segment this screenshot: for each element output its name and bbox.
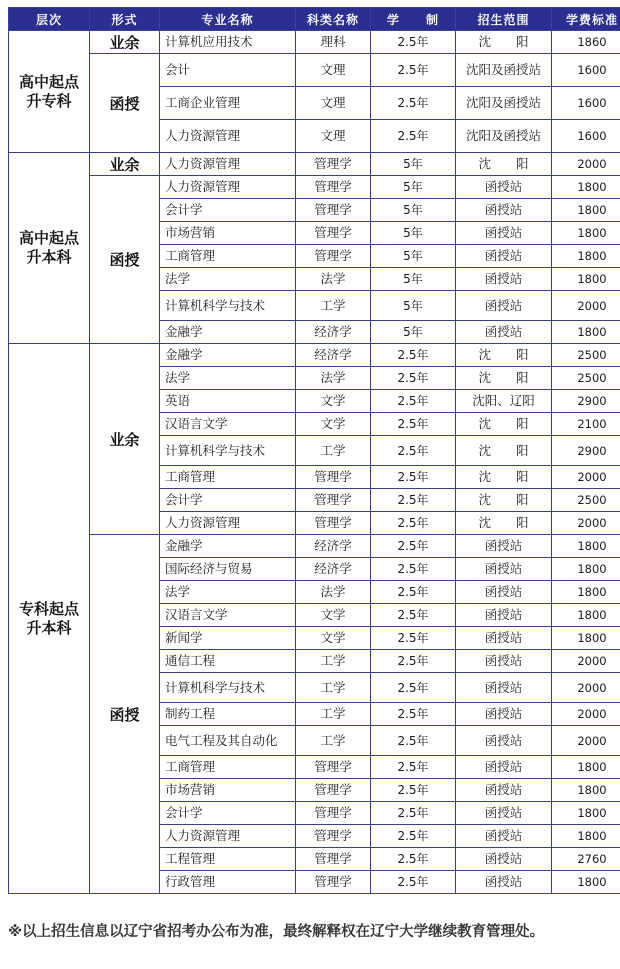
duration-cell: 5年 <box>371 222 456 245</box>
major-cell: 新闻学 <box>160 627 296 650</box>
scope-cell: 沈 阳 <box>456 153 552 176</box>
scope-cell: 函授站 <box>456 802 552 825</box>
major-cell: 工商企业管理 <box>160 87 296 120</box>
duration-cell: 2.5年 <box>371 802 456 825</box>
duration-cell: 2.5年 <box>371 344 456 367</box>
category-cell: 文理 <box>296 120 371 153</box>
major-cell: 金融学 <box>160 535 296 558</box>
category-cell: 管理学 <box>296 153 371 176</box>
fee-cell: 2900 <box>552 390 620 413</box>
fee-cell: 2000 <box>552 466 620 489</box>
scope-cell: 沈 阳 <box>456 466 552 489</box>
fee-cell: 1800 <box>552 222 620 245</box>
major-cell: 计算机科学与技术 <box>160 436 296 466</box>
category-cell: 法学 <box>296 581 371 604</box>
scope-cell: 函授站 <box>456 222 552 245</box>
header-major: 专业名称 <box>160 8 296 31</box>
header-category: 科类名称 <box>296 8 371 31</box>
duration-cell: 2.5年 <box>371 650 456 673</box>
duration-cell: 2.5年 <box>371 413 456 436</box>
fee-cell: 2000 <box>552 650 620 673</box>
fee-cell: 1800 <box>552 245 620 268</box>
category-cell: 文学 <box>296 413 371 436</box>
scope-cell: 函授站 <box>456 245 552 268</box>
major-cell: 行政管理 <box>160 871 296 894</box>
duration-cell: 2.5年 <box>371 581 456 604</box>
fee-cell: 1600 <box>552 87 620 120</box>
major-cell: 国际经济与贸易 <box>160 558 296 581</box>
major-cell: 汉语言文学 <box>160 604 296 627</box>
major-cell: 制药工程 <box>160 703 296 726</box>
major-cell: 会计学 <box>160 802 296 825</box>
duration-cell: 2.5年 <box>371 436 456 466</box>
fee-cell: 2500 <box>552 344 620 367</box>
duration-cell: 5年 <box>371 268 456 291</box>
duration-cell: 2.5年 <box>371 779 456 802</box>
major-cell: 人力资源管理 <box>160 512 296 535</box>
duration-cell: 5年 <box>371 199 456 222</box>
category-cell: 文理 <box>296 87 371 120</box>
header-duration: 学 制 <box>371 8 456 31</box>
major-cell: 人力资源管理 <box>160 176 296 199</box>
scope-cell: 函授站 <box>456 627 552 650</box>
fee-cell: 1800 <box>552 535 620 558</box>
fee-cell: 1800 <box>552 176 620 199</box>
duration-cell: 2.5年 <box>371 512 456 535</box>
major-cell: 工商管理 <box>160 245 296 268</box>
fee-cell: 2000 <box>552 512 620 535</box>
category-cell: 管理学 <box>296 199 371 222</box>
admissions-table <box>8 7 620 894</box>
form-cell: 业余 <box>90 31 160 54</box>
scope-cell: 函授站 <box>456 779 552 802</box>
category-cell: 管理学 <box>296 466 371 489</box>
category-cell: 文学 <box>296 390 371 413</box>
scope-cell: 沈阳及函授站 <box>456 120 552 153</box>
level-cell: 高中起点升本科 <box>9 153 90 344</box>
fee-cell: 2500 <box>552 367 620 390</box>
category-cell: 理科 <box>296 31 371 54</box>
major-cell: 计算机科学与技术 <box>160 673 296 703</box>
category-cell: 管理学 <box>296 779 371 802</box>
major-cell: 汉语言文学 <box>160 413 296 436</box>
category-cell: 文学 <box>296 604 371 627</box>
category-cell: 管理学 <box>296 222 371 245</box>
major-cell: 工商管理 <box>160 756 296 779</box>
scope-cell: 函授站 <box>456 604 552 627</box>
admissions-table-container <box>8 7 618 894</box>
category-cell: 工学 <box>296 726 371 756</box>
major-cell: 法学 <box>160 367 296 390</box>
duration-cell: 2.5年 <box>371 848 456 871</box>
major-cell: 市场营销 <box>160 779 296 802</box>
scope-cell: 沈 阳 <box>456 31 552 54</box>
major-cell: 人力资源管理 <box>160 825 296 848</box>
fee-cell: 2900 <box>552 436 620 466</box>
category-cell: 管理学 <box>296 245 371 268</box>
major-cell: 法学 <box>160 581 296 604</box>
duration-cell: 5年 <box>371 245 456 268</box>
form-cell: 函授 <box>90 535 160 894</box>
category-cell: 工学 <box>296 673 371 703</box>
table-row <box>9 176 620 199</box>
duration-cell: 2.5年 <box>371 726 456 756</box>
category-cell: 工学 <box>296 703 371 726</box>
duration-cell: 2.5年 <box>371 535 456 558</box>
duration-cell: 2.5年 <box>371 627 456 650</box>
fee-cell: 1800 <box>552 581 620 604</box>
fee-cell: 2760 <box>552 848 620 871</box>
major-cell: 工商管理 <box>160 466 296 489</box>
category-cell: 管理学 <box>296 512 371 535</box>
form-cell: 业余 <box>90 153 160 176</box>
table-row <box>9 535 620 558</box>
fee-cell: 1800 <box>552 199 620 222</box>
fee-cell: 2000 <box>552 673 620 703</box>
fee-cell: 2000 <box>552 703 620 726</box>
major-cell: 英语 <box>160 390 296 413</box>
table-row <box>9 31 620 54</box>
scope-cell: 函授站 <box>456 703 552 726</box>
header-row <box>9 8 620 31</box>
form-cell: 函授 <box>90 54 160 153</box>
category-cell: 管理学 <box>296 489 371 512</box>
duration-cell: 2.5年 <box>371 604 456 627</box>
category-cell: 法学 <box>296 367 371 390</box>
scope-cell: 函授站 <box>456 726 552 756</box>
scope-cell: 函授站 <box>456 848 552 871</box>
major-cell: 会计学 <box>160 489 296 512</box>
scope-cell: 沈 阳 <box>456 344 552 367</box>
scope-cell: 函授站 <box>456 176 552 199</box>
duration-cell: 2.5年 <box>371 120 456 153</box>
duration-cell: 2.5年 <box>371 31 456 54</box>
fee-cell: 2000 <box>552 726 620 756</box>
duration-cell: 5年 <box>371 153 456 176</box>
major-cell: 会计学 <box>160 199 296 222</box>
header-fee: 学费标准 <box>552 8 620 31</box>
category-cell: 经济学 <box>296 558 371 581</box>
scope-cell: 函授站 <box>456 673 552 703</box>
duration-cell: 5年 <box>371 176 456 199</box>
duration-cell: 2.5年 <box>371 825 456 848</box>
duration-cell: 2.5年 <box>371 756 456 779</box>
scope-cell: 函授站 <box>456 321 552 344</box>
header-form: 形式 <box>90 8 160 31</box>
fee-cell: 1860 <box>552 31 620 54</box>
category-cell: 经济学 <box>296 535 371 558</box>
scope-cell: 函授站 <box>456 535 552 558</box>
category-cell: 管理学 <box>296 176 371 199</box>
category-cell: 工学 <box>296 650 371 673</box>
scope-cell: 沈 阳 <box>456 436 552 466</box>
form-cell: 函授 <box>90 176 160 344</box>
duration-cell: 2.5年 <box>371 558 456 581</box>
duration-cell: 5年 <box>371 321 456 344</box>
major-cell: 电气工程及其自动化 <box>160 726 296 756</box>
fee-cell: 1600 <box>552 54 620 87</box>
scope-cell: 函授站 <box>456 650 552 673</box>
form-cell: 业余 <box>90 344 160 535</box>
category-cell: 经济学 <box>296 321 371 344</box>
fee-cell: 1600 <box>552 120 620 153</box>
scope-cell: 沈 阳 <box>456 512 552 535</box>
fee-cell: 1800 <box>552 627 620 650</box>
category-cell: 文学 <box>296 627 371 650</box>
fee-cell: 1800 <box>552 756 620 779</box>
duration-cell: 2.5年 <box>371 673 456 703</box>
fee-cell: 1800 <box>552 321 620 344</box>
table-row <box>9 54 620 87</box>
fee-cell: 2000 <box>552 291 620 321</box>
major-cell: 人力资源管理 <box>160 153 296 176</box>
duration-cell: 2.5年 <box>371 871 456 894</box>
category-cell: 管理学 <box>296 802 371 825</box>
scope-cell: 函授站 <box>456 558 552 581</box>
scope-cell: 沈 阳 <box>456 489 552 512</box>
duration-cell: 2.5年 <box>371 390 456 413</box>
duration-cell: 2.5年 <box>371 54 456 87</box>
scope-cell: 沈 阳 <box>456 367 552 390</box>
duration-cell: 2.5年 <box>371 466 456 489</box>
scope-cell: 沈阳及函授站 <box>456 54 552 87</box>
scope-cell: 函授站 <box>456 268 552 291</box>
scope-cell: 函授站 <box>456 756 552 779</box>
major-cell: 法学 <box>160 268 296 291</box>
fee-cell: 1800 <box>552 871 620 894</box>
scope-cell: 沈 阳 <box>456 413 552 436</box>
category-cell: 管理学 <box>296 825 371 848</box>
fee-cell: 1800 <box>552 604 620 627</box>
fee-cell: 1800 <box>552 268 620 291</box>
category-cell: 管理学 <box>296 871 371 894</box>
major-cell: 金融学 <box>160 344 296 367</box>
table-row <box>9 153 620 176</box>
footnote: ※以上招生信息以辽宁省招考办公布为准，最终解释权在辽宁大学继续教育管理处。 <box>8 924 545 940</box>
major-cell: 金融学 <box>160 321 296 344</box>
major-cell: 会计 <box>160 54 296 87</box>
duration-cell: 2.5年 <box>371 489 456 512</box>
fee-cell: 1800 <box>552 558 620 581</box>
header-scope: 招生范围 <box>456 8 552 31</box>
scope-cell: 函授站 <box>456 871 552 894</box>
major-cell: 计算机应用技术 <box>160 31 296 54</box>
category-cell: 管理学 <box>296 848 371 871</box>
duration-cell: 2.5年 <box>371 87 456 120</box>
fee-cell: 2500 <box>552 489 620 512</box>
category-cell: 管理学 <box>296 756 371 779</box>
scope-cell: 函授站 <box>456 199 552 222</box>
header-level: 层次 <box>9 8 90 31</box>
table-body <box>9 31 620 894</box>
fee-cell: 2000 <box>552 153 620 176</box>
category-cell: 法学 <box>296 268 371 291</box>
fee-cell: 1800 <box>552 802 620 825</box>
category-cell: 工学 <box>296 436 371 466</box>
level-cell: 专科起点升本科 <box>9 344 90 894</box>
scope-cell: 沈阳及函授站 <box>456 87 552 120</box>
table-row <box>9 344 620 367</box>
duration-cell: 5年 <box>371 291 456 321</box>
category-cell: 工学 <box>296 291 371 321</box>
scope-cell: 函授站 <box>456 825 552 848</box>
major-cell: 工程管理 <box>160 848 296 871</box>
major-cell: 市场营销 <box>160 222 296 245</box>
scope-cell: 沈阳、辽阳 <box>456 390 552 413</box>
category-cell: 文理 <box>296 54 371 87</box>
duration-cell: 2.5年 <box>371 367 456 390</box>
level-cell: 高中起点升专科 <box>9 31 90 153</box>
category-cell: 经济学 <box>296 344 371 367</box>
major-cell: 计算机科学与技术 <box>160 291 296 321</box>
major-cell: 人力资源管理 <box>160 120 296 153</box>
fee-cell: 1800 <box>552 779 620 802</box>
major-cell: 通信工程 <box>160 650 296 673</box>
fee-cell: 2100 <box>552 413 620 436</box>
fee-cell: 1800 <box>552 825 620 848</box>
scope-cell: 函授站 <box>456 291 552 321</box>
scope-cell: 函授站 <box>456 581 552 604</box>
duration-cell: 2.5年 <box>371 703 456 726</box>
